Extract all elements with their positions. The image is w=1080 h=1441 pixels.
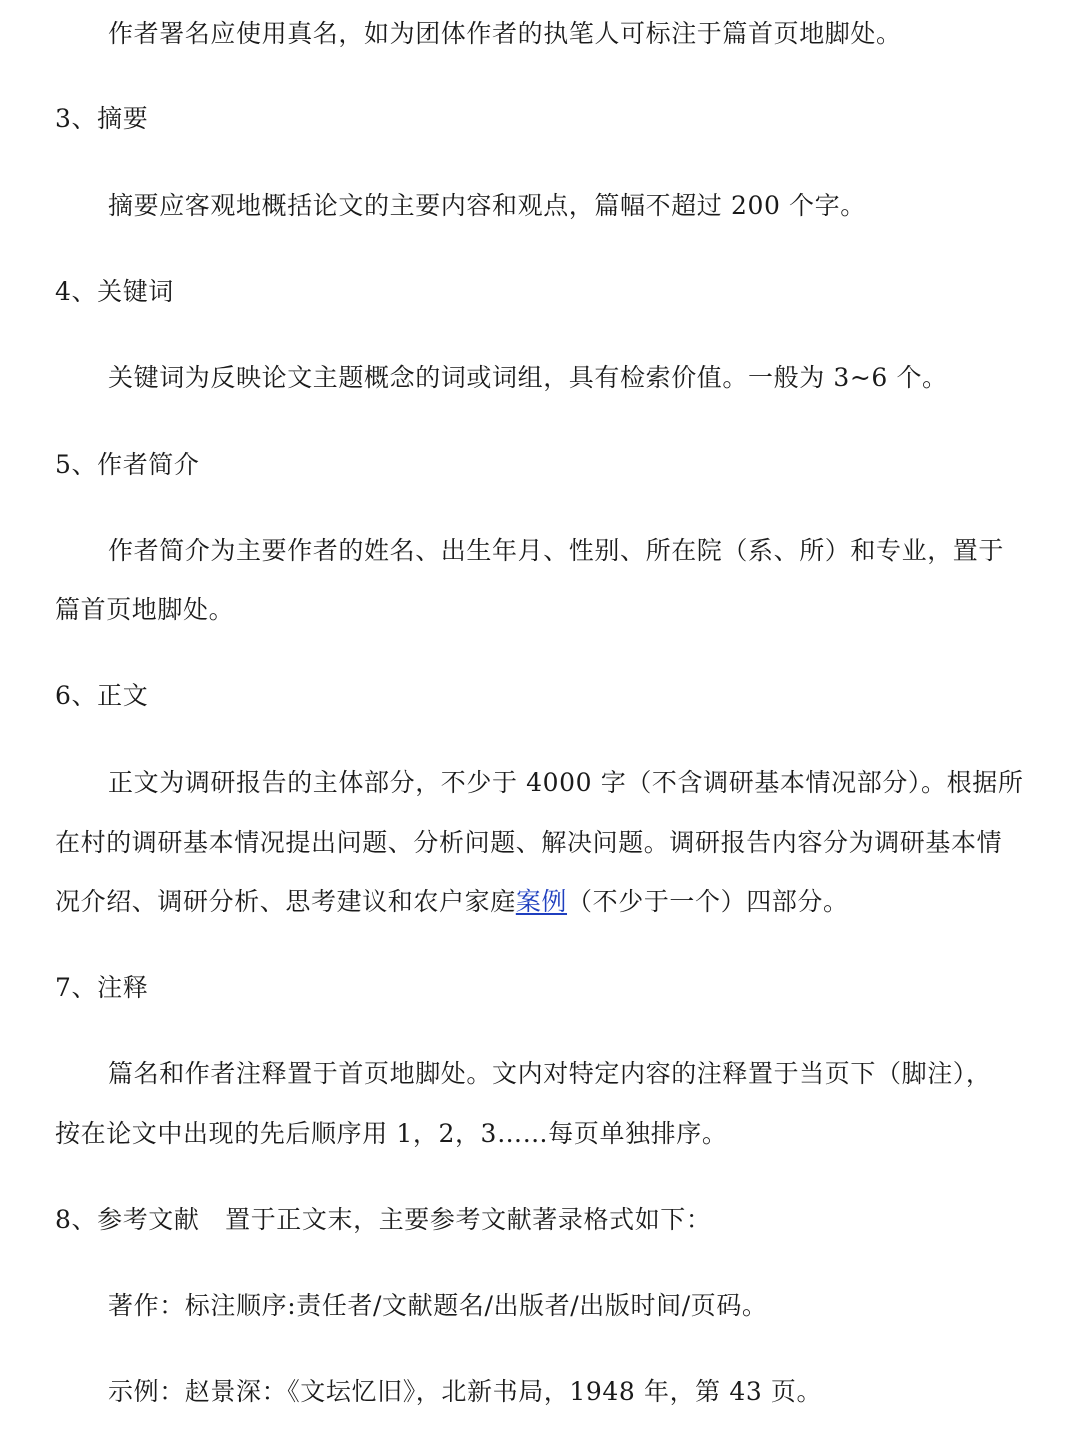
- section-heading-main-text: 6、正文: [55, 681, 149, 710]
- notes-paragraph-line2: 按在论文中出现的先后顺序用 1，2，3……每页单独排序。: [55, 1119, 728, 1148]
- references-example-line: 示例：赵景深：《文坛忆旧》，北新书局，1948 年，第 43 页。: [108, 1377, 823, 1406]
- main-text-line3-after: （不少于一个）四部分。: [567, 887, 849, 916]
- references-format-line: 著作：标注顺序:责任者/文献题名/出版者/出版时间/页码。: [108, 1291, 768, 1320]
- main-text-paragraph-line1: 正文为调研报告的主体部分，不少于 4000 字（不含调研基本情况部分）。根据所: [108, 768, 1024, 797]
- author-bio-paragraph-line1: 作者简介为主要作者的姓名、出生年月、性别、所在院（系、所）和专业，置于: [108, 536, 1005, 565]
- author-note-paragraph: 作者署名应使用真名，如为团体作者的执笔人可标注于篇首页地脚处。: [108, 19, 902, 48]
- notes-paragraph-line1: 篇名和作者注释置于首页地脚处。文内对特定内容的注释置于当页下（脚注），: [108, 1059, 992, 1088]
- main-text-line3-before: 况介绍、调研分析、思考建议和农户家庭: [55, 887, 516, 916]
- section-heading-author-bio: 5、作者简介: [55, 450, 200, 479]
- main-text-paragraph-line2: 在村的调研基本情况提出问题、分析问题、解决问题。调研报告内容分为调研基本情: [55, 828, 1003, 857]
- section-heading-abstract: 3、摘要: [55, 104, 149, 133]
- keywords-paragraph: 关键词为反映论文主题概念的词或词组，具有检索价值。一般为 3~6 个。: [108, 363, 948, 392]
- abstract-paragraph: 摘要应客观地概括论文的主要内容和观点，篇幅不超过 200 个字。: [108, 191, 866, 220]
- section-heading-notes: 7、注释: [55, 973, 149, 1002]
- main-text-paragraph-line3: [55, 885, 849, 919]
- author-bio-paragraph-line2: 篇首页地脚处。: [55, 595, 235, 624]
- section-heading-references: 8、参考文献 置于正文末，主要参考文献著录格式如下：: [55, 1205, 712, 1234]
- case-link[interactable]: 案例: [515, 887, 568, 916]
- section-heading-keywords: 4、关键词: [55, 277, 174, 306]
